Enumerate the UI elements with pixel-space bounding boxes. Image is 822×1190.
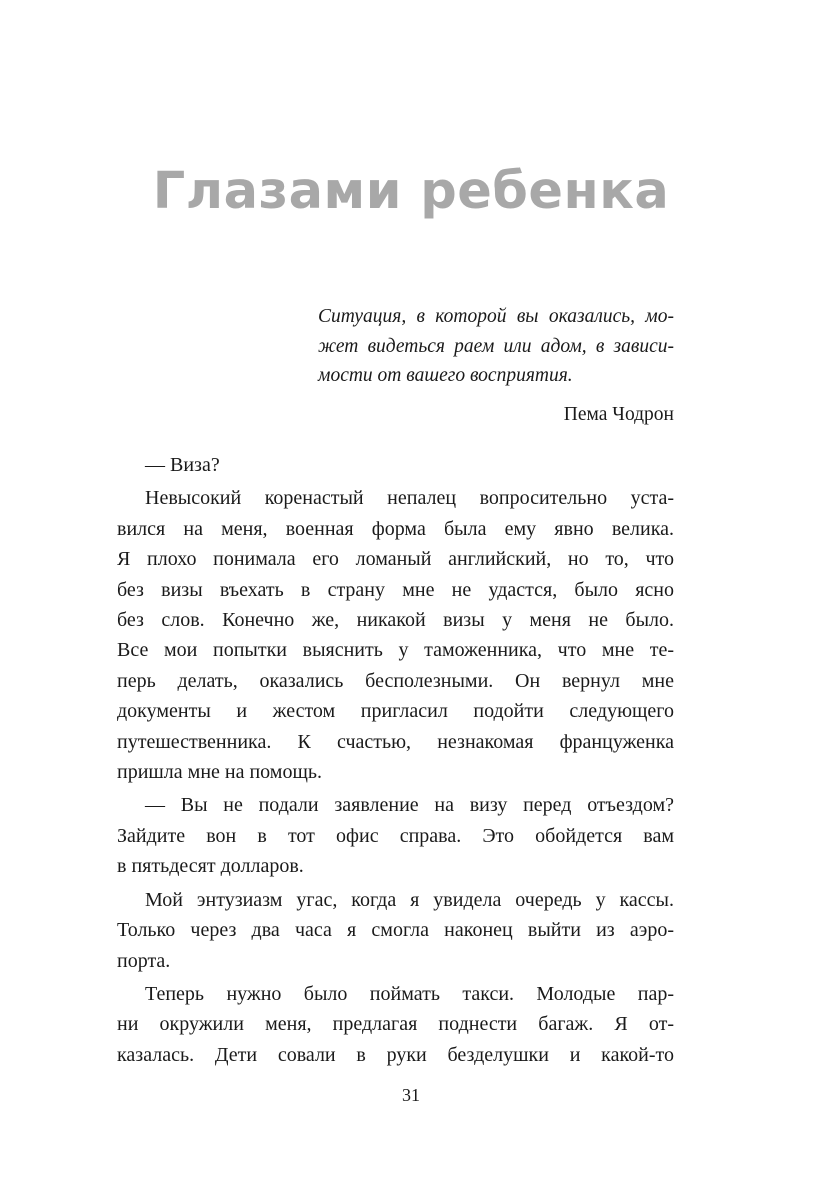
text-line: Зайдите вон в тот офис справа. Это обойдется вам <box>117 824 674 847</box>
text-line: ни окружили меня, предлагая поднести багаж. Я от- <box>117 1013 674 1036</box>
text-line: перь делать, оказались бесполезными. Он вернул мне <box>117 669 674 692</box>
text-line: Невысокий коренастый непалец вопросительно уста- <box>145 487 674 510</box>
text-line: Я плохо понимала его ломаный английский, но то, что <box>117 548 674 571</box>
text-line: пришла мне на помощь. <box>117 761 322 784</box>
epigraph-line: жет видеться раем или адом, в зависи- <box>318 335 674 357</box>
text-line: без визы въехать в страну мне не удастся, было ясно <box>117 578 674 601</box>
text-line: вился на меня, военная форма была ему явно велика. <box>117 517 674 540</box>
text-line: Только через два часа я смогла наконец выйти из аэро- <box>117 919 674 942</box>
text-line: в пятьдесят долларов. <box>117 855 304 878</box>
paragraph <box>117 885 674 976</box>
epigraph-line: мости от вашего восприятия. <box>318 365 573 386</box>
text-line: без слов. Конечно же, никакой визы у меня не было. <box>117 609 674 632</box>
epigraph-line: Ситуация, в которой вы оказались, мо- <box>318 306 674 327</box>
paragraph <box>117 450 674 480</box>
text-line: документы и жестом пригласил подойти следующего <box>117 700 674 723</box>
text-line: путешественника. К счастью, незнакомая француженка <box>117 730 674 753</box>
paragraph <box>117 483 674 787</box>
text-line: порта. <box>117 949 171 972</box>
body-text <box>117 450 674 1073</box>
epigraph <box>318 302 674 429</box>
text-line: Все мои попытки выяснить у таможенника, что мне те- <box>117 639 674 662</box>
text-line: казалась. Дети совали в руки безделушки и какой-то <box>117 1043 674 1066</box>
paragraph <box>117 790 674 881</box>
text-line: Теперь нужно было поймать такси. Молодые пар- <box>145 982 674 1005</box>
text-line: Мой энтузиазм угас, когда я увидела очередь у кассы. <box>145 888 674 911</box>
paragraph <box>117 979 674 1070</box>
chapter-title: Глазами ребенка <box>152 162 670 221</box>
page-number: 31 <box>402 1085 420 1105</box>
text-line: — Вы не подали заявление на визу перед отъездом? <box>145 794 674 817</box>
text-line: — Виза? <box>145 454 220 476</box>
epigraph-author: Пема Чодрон <box>563 403 674 425</box>
epigraph-quote <box>318 302 674 391</box>
